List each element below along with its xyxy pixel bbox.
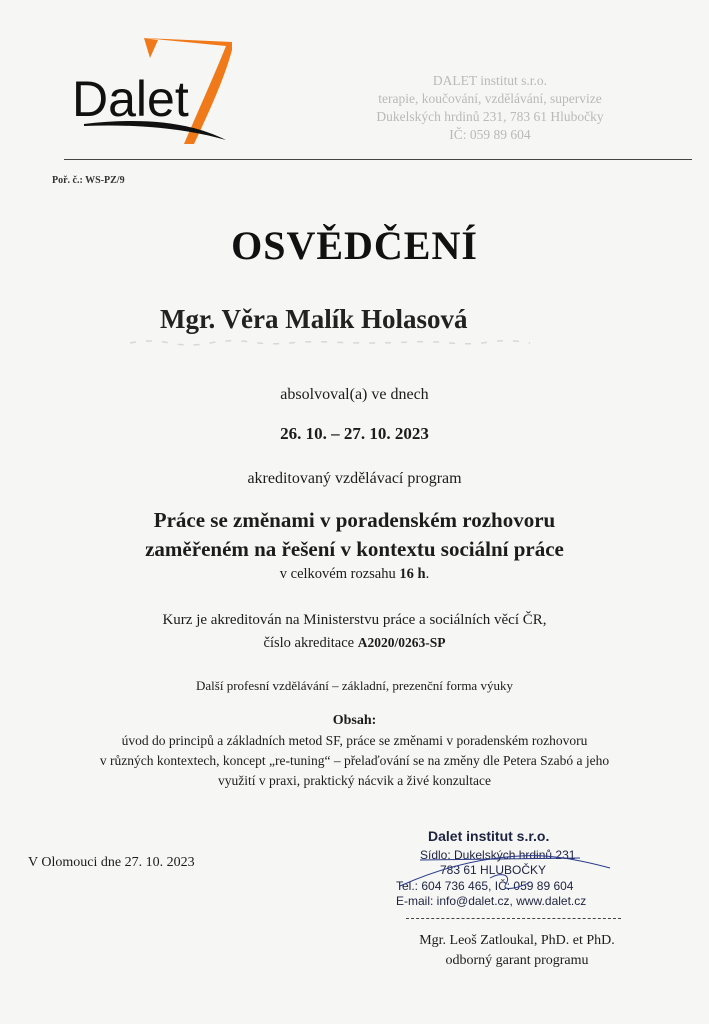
letterhead-address: Dukelských hrdinů 231, 783 61 Hlubočky: [376, 109, 604, 124]
scope-hours: 16 h: [399, 566, 426, 582]
redacted-line: [130, 335, 540, 347]
stamp-postcode: 783 61 HLUBOČKY: [440, 863, 547, 877]
accredited-text: akreditovaný vzdělávací program: [247, 470, 462, 487]
letterhead-services: terapie, koučování, vzdělávání, supervize: [378, 91, 602, 106]
accreditation-number-line: [0, 635, 709, 652]
education-type: Další profesní vzdělávání – základní, prezenční forma výuky: [196, 678, 513, 693]
contents-heading: Obsah:: [332, 713, 377, 728]
place-and-date: V Olomouci dne 27. 10. 2023: [28, 855, 195, 870]
scope-prefix: v celkovém rozsahu: [279, 566, 396, 582]
accreditation-number: A2020/0263-SP: [357, 635, 446, 650]
logo-text: Dalet: [72, 71, 189, 127]
letterhead-org: DALET institut s.r.o.: [432, 73, 548, 88]
signature-icon: [380, 838, 630, 898]
certificate-title: OSVĚDČENÍ: [231, 223, 478, 268]
course-scope: [0, 566, 709, 583]
program-title-line2: zaměřeném na řešení v kontextu sociální práce: [145, 537, 564, 561]
program-title-line1: Práce se změnami v poradenském rozhovoru: [153, 508, 556, 532]
ministry-line: Kurz je akreditován na Ministerstvu práce a sociálních věcí ČR,: [162, 612, 547, 628]
stamp-company-name: Dalet institut s.r.o.: [428, 828, 550, 844]
signature-line: [406, 918, 621, 919]
recipient-name: Mgr. Věra Malík Holasová: [160, 304, 468, 334]
header-divider: [64, 159, 692, 160]
contents-line: v různých kontextech, koncept „re-tuning“ – přelaďování se na změny dle Petera Szabó a jeho: [99, 753, 610, 768]
letterhead-ico: IČ: 059 89 604: [449, 127, 531, 142]
attended-text: absolvoval(a) ve dnech: [280, 386, 429, 403]
dalet-logo: [66, 36, 236, 156]
accreditation-prefix: číslo akreditace: [263, 635, 355, 651]
guarantor-name: Mgr. Leoš Zatloukal, PhD. et PhD.: [419, 933, 615, 948]
scope-suffix: .: [425, 566, 430, 582]
stamp-phone: Tel.: 604 736 465, IČ: 059 89 604: [396, 879, 574, 893]
contents-line: úvod do principů a základních metod SF, práce se změnami v poradenském rozhovoru: [121, 733, 588, 748]
guarantor-role: odborný garant programu: [445, 953, 589, 968]
stamp-address: Sídlo: Dukelských hrdinů 231: [420, 848, 576, 862]
contents-line: využití v praxi, praktický nácvik a živé konzultace: [218, 773, 491, 788]
stamp-email: E-mail: info@dalet.cz, www.dalet.cz: [396, 894, 587, 908]
course-dates: 26. 10. – 27. 10. 2023: [280, 424, 429, 443]
reference-number: Poř. č.: WS-PZ/9: [52, 175, 125, 186]
